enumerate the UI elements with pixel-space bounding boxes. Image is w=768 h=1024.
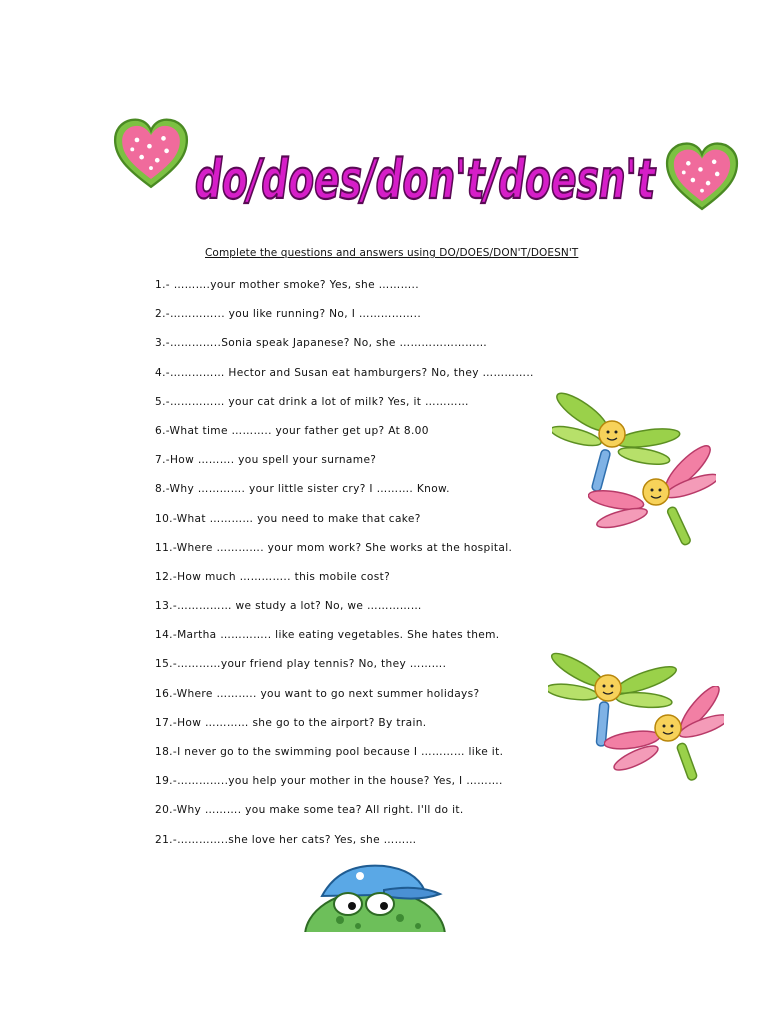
dragonfly-icon — [588, 444, 716, 554]
question-item: 6.-What time ……….. your father get up? At 8.00 — [155, 424, 429, 437]
question-item: 18.-I never go to the swimming pool because I ………… like it. — [155, 746, 504, 758]
question-item: 7.-How ………. you spell your surname? — [155, 454, 377, 467]
question-item: 5.-…………… your cat drink a lot of milk? Yes, it ………… — [155, 395, 469, 408]
question-item: 17.-How ………… she go to the airport? By train. — [155, 716, 427, 729]
question-item: 13.-…………… we study a lot? No, we …………… — [155, 600, 422, 613]
dragonfly-icon — [604, 686, 724, 786]
question-item: 10.-What ………… you need to make that cake? — [155, 512, 421, 525]
question-item: 20.-Why ………. you make some tea? All right. I'll do it. — [155, 804, 464, 817]
question-item: 2.-…………... you like running? No, I …………….. — [155, 308, 422, 321]
question-item: 1.- ……….your mother smoke? Yes, she ……….. — [155, 279, 419, 291]
question-item: 16.-Where ……….. you want to go next summer holidays? — [155, 687, 480, 700]
question-list — [155, 277, 534, 861]
frog-icon — [300, 860, 450, 932]
question-item: 19.-…………..you help your mother in the house? Yes, I ………. — [155, 775, 503, 788]
worksheet-title — [190, 138, 660, 218]
heart-icon — [112, 118, 190, 190]
instruction-text: Complete the questions and answers using DO/DOES/DON'T/DOESN'T — [205, 247, 579, 259]
title-text: do/does/don't/doesn't — [195, 148, 657, 211]
question-item: 15.-…………your friend play tennis? No, they ………. — [155, 658, 447, 671]
question-item: 14.-Martha ………….. like eating vegetables. She hates them. — [155, 629, 500, 642]
question-item: 4.-…………… Hector and Susan eat hamburgers? No, they ………….. — [155, 366, 534, 379]
question-item: 8.-Why …………. your little sister cry? I ………. Know. — [155, 483, 450, 496]
heart-icon — [664, 140, 740, 214]
question-item: 11.-Where …………. your mom work? She works at the hospital. — [155, 541, 513, 554]
question-item: 12.-How much ………….. this mobile cost? — [155, 570, 391, 583]
question-item: 21.-…………..she love her cats? Yes, she ……… — [155, 833, 417, 846]
question-item: 3.-…………..Sonia speak Japanese? No, she …………………… — [155, 337, 488, 350]
